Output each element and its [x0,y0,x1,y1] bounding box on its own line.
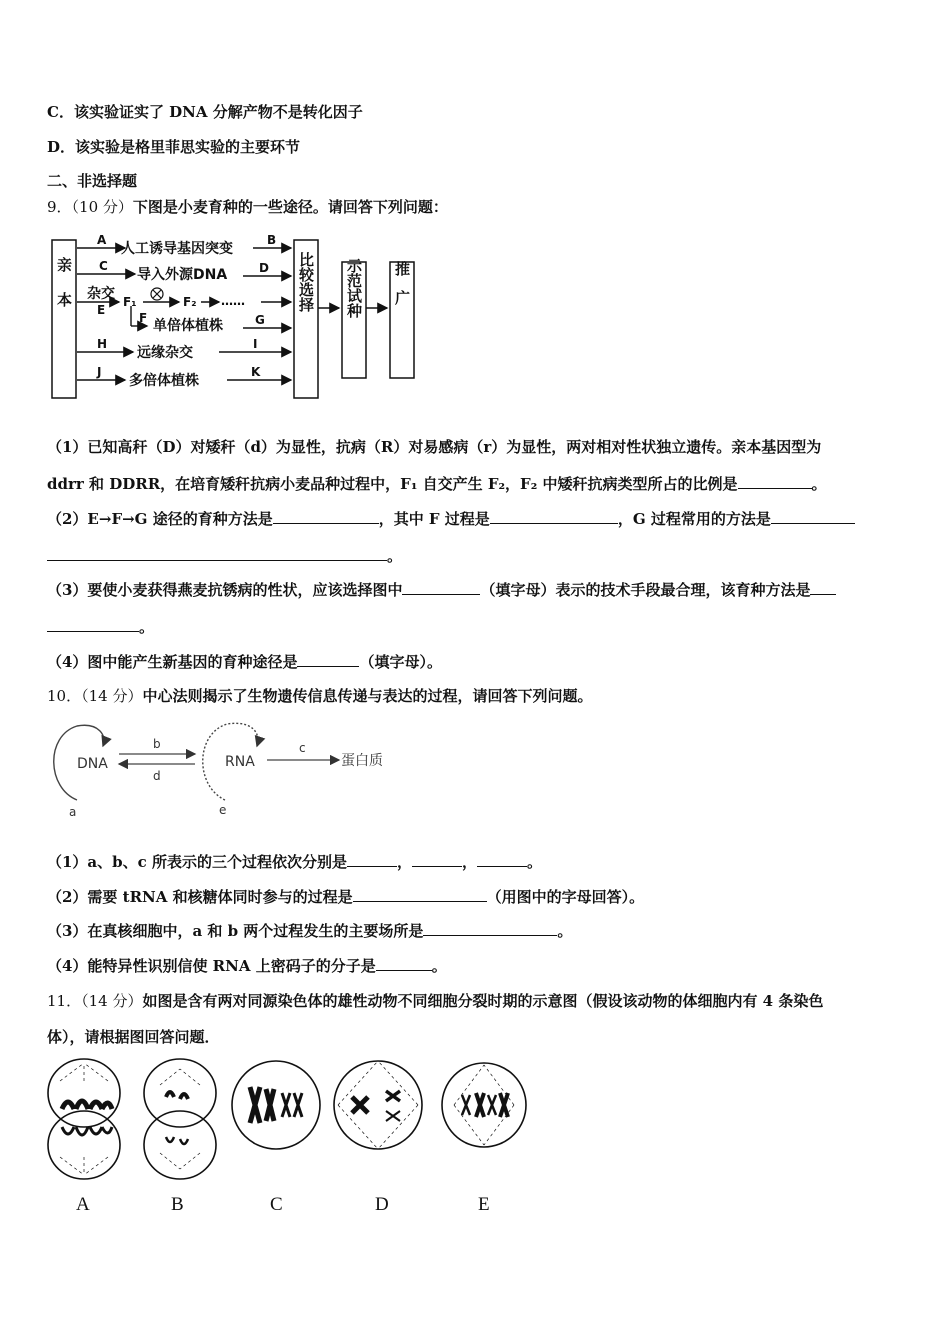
period: 。 [431,957,447,975]
label-i: I [253,337,258,351]
label-j: J [97,365,102,379]
protein-label: 蛋白质 [341,753,383,769]
period: 。 [387,547,403,565]
path-distant: 远缘杂交 [137,345,193,361]
q10-p4 [47,956,447,976]
label-b: B [267,233,277,247]
q9-p2c: ，G 过程常用的方法是 [617,510,771,528]
q10-p3a: （3）在真核细胞中，a 和 b 两个过程发生的主要场所是 [47,922,424,940]
cell-label-e: E [478,1194,490,1215]
answer-blank[interactable] [402,580,480,595]
f1-label: F₁ [123,295,137,309]
parent-label: 亲本 [55,257,73,327]
answer-blank[interactable] [738,474,812,489]
q9-p4a: （4）图中能产生新基因的育种途径是 [47,653,298,671]
q10-p1 [47,852,542,872]
answer-blank[interactable] [477,852,527,867]
breeding-diagram [47,232,427,404]
q11-stem [47,991,823,1011]
cell-label-a: A [76,1194,90,1215]
promote-label: 推广 [393,261,411,319]
cell-label-c: C [270,1194,283,1215]
label-b: b [153,737,161,751]
label-g: G [255,313,265,327]
period: 。 [139,618,155,636]
q9-stem [47,197,448,217]
q9-p1b-text: ddrr 和 DDRR，在培育矮秆抗病小麦品种过程中，F₁ 自交产生 F₂，F₂ 中矮秆抗病类型所占的比例是 [47,475,738,493]
q10-number: 10．（14 分） [47,687,143,705]
dna-label: DNA [77,756,108,772]
cell-e [442,1063,526,1147]
label-a: a [69,805,77,819]
q10-stem-text: 中心法则揭示了生物遗传信息传递与表达的过程，请回答下列问题。 [142,687,593,705]
label-c: C [99,259,108,273]
q11-number: 11．（14 分） [47,992,143,1010]
path-dna: 导入外源DNA [137,267,228,283]
q10-stem [47,686,592,706]
select-label: 比较选择 [297,252,315,312]
q10-p2b: （用图中的字母回答）。 [486,888,645,906]
q11-stem1: 如图是含有两对同源染色体的雄性动物不同细胞分裂时期的示意图（假设该动物的体细胞内有 4 条染色 [142,992,824,1010]
period: 。 [557,922,573,940]
label-h: H [97,337,108,351]
answer-blank[interactable] [47,617,139,632]
trial-label: 示范试种 [345,258,363,318]
q9-p3 [47,580,836,600]
cell-d [334,1061,422,1149]
cell-label-d: D [375,1194,389,1215]
label-e: e [219,803,227,817]
label-c: c [299,741,306,755]
q10-p4a: （4）能特异性识别信使 RNA 上密码子的分子是 [47,957,376,975]
rna-label: RNA [225,754,255,770]
q9-p2-cont [47,546,402,566]
answer-blank[interactable] [353,887,487,902]
answer-blank[interactable] [490,509,618,524]
q9-p2 [47,509,855,529]
period: 。 [527,853,543,871]
answer-blank[interactable] [273,509,379,524]
q9-p1a: （1）已知高秆（D）对矮秆（d）为显性，抗病（R）对易感病（r）为显性，两对相对性状独立遗传。亲本基因型为 [47,438,822,456]
answer-blank[interactable] [810,580,836,595]
q9-p2a: （2）E→F→G 途径的育种方法是 [47,510,273,528]
q9-stem-text: 下图是小麦育种的一些途径。请回答下列问题： [132,198,448,216]
q9-p3b: （填字母）表示的技术手段最合理，该育种方法是 [480,581,811,599]
ellipsis: …… [221,294,245,308]
cell-division-figure [40,1055,540,1185]
label-d: D [259,261,269,275]
answer-blank[interactable] [47,546,387,561]
q9-p3a: （3）要使小麦获得燕麦抗锈病的性状，应该选择图中 [47,581,403,599]
option-c: C．该实验证实了 DNA 分解产物不是转化因子 [47,103,363,121]
section-title: 二、非选择题 [47,172,138,190]
label-d: d [153,769,161,783]
answer-blank[interactable] [423,921,557,936]
answer-blank[interactable] [347,852,397,867]
answer-blank[interactable] [412,852,462,867]
option-d: D．该实验是格里菲思实验的主要环节 [47,138,301,156]
comma: ， [397,853,413,871]
comma: ， [462,853,478,871]
cell-label-b: B [171,1194,184,1215]
answer-blank[interactable] [771,509,855,524]
central-dogma-diagram [47,718,407,822]
f2-label: F₂ [183,295,197,309]
cell-b [144,1059,216,1179]
q10-p2 [47,887,644,907]
path-mutation: 人工诱导基因突变 [121,241,233,257]
path-polyploid: 多倍体植株 [129,373,199,389]
answer-blank[interactable] [376,956,432,971]
q9-p4 [47,652,442,672]
label-k: K [251,365,261,379]
q9-p3-cont [47,617,154,637]
q9-p4b: （填字母）。 [359,653,442,671]
path-haploid: 单倍体植株 [153,318,223,334]
q9-number: 9．（10 分） [47,198,133,216]
cell-c [232,1061,320,1149]
period: 。 [811,475,827,493]
cell-a [48,1059,120,1179]
q10-p3 [47,921,572,941]
q10-p2a: （2）需要 tRNA 和核糖体同时参与的过程是 [47,888,353,906]
q9-p2b: ，其中 F 过程是 [378,510,490,528]
label-a: A [97,233,107,247]
q11-stem-cont: 体），请根据图回答问题． [47,1028,220,1046]
q9-p1b [47,474,827,494]
answer-blank[interactable] [297,652,359,667]
q10-p1a: （1）a、b、c 所表示的三个过程依次分别是 [47,853,348,871]
label-e: E [97,303,106,317]
path-cross: 杂交 [87,286,115,302]
label-f: F [139,311,148,325]
